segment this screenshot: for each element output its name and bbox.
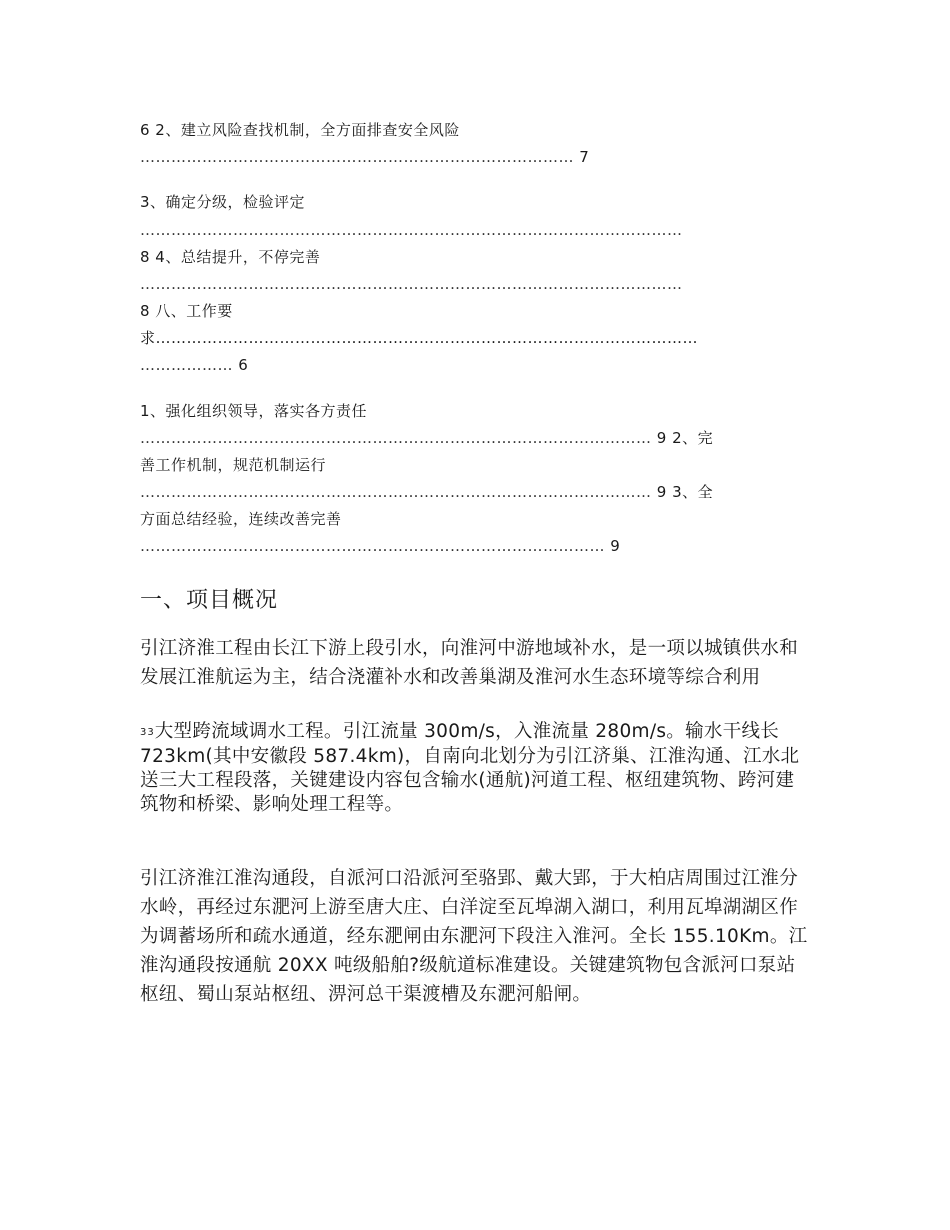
toc-line: …………………………………………………………………………………………… xyxy=(140,221,683,239)
paragraph-section: 引江济淮江淮沟通段，自派河口沿派河至骆郢、戴大郢，于大柏店周围过江淮分水岭，再经过东淝河上游至唐大庄、白洋淀至瓦埠湖入湖口，利用瓦埠湖湖区作为调蓄场所和疏水通道，经东淝闸由东淝河下段注入淮河。全长 155.10Km。江淮沟通段按通航 20XX 吨级船舶?级航道标准建设。关键建筑物包含派河口泵站枢纽、蜀山泵站枢纽、淠河总干渠渡槽及东淝河船闸。 xyxy=(140,868,808,1005)
toc-line: 求…………………………………………………………………………………………… xyxy=(140,329,699,347)
toc-line: 8 八、工作要 xyxy=(140,302,233,320)
section-heading: 一、项目概况 xyxy=(140,588,279,613)
toc-line: 善工作机制，规范机制运行 xyxy=(140,456,327,474)
toc-line: 方面总结经验，连续改善完善 xyxy=(140,510,342,528)
superscript-units: 33 xyxy=(140,727,155,738)
paragraph-intro: 引江济淮工程由长江下游上段引水，向淮河中游地域补水，是一项以城镇供水和发展江淮航运为主，结合浇灌补水和改善巢湖及淮河水生态环境等综合利用 xyxy=(140,638,799,688)
toc-line: 6 2、建立风险查找机制，全方面排查安全风险 xyxy=(140,121,460,139)
toc-line: ………………………………………………………………………… 7 xyxy=(140,148,590,166)
toc-line: …………………………………………………………………………………………… xyxy=(140,275,683,293)
toc-line: ……………………………………………………………………………… 9 xyxy=(140,537,621,555)
paragraph-scale: $^{33}$大型跨流域调水工程。引江流量 300m/s，入淮流量 280m/s。输水干线长 723km(其中安徽段 587.4km)，自南向北划分为引江济巢、江淮沟通、江水北送三大工程段落，关键建设内容包含输水(通航)河道工程、枢纽建筑物、跨河建筑物和桥梁、影响处理工程等。 xyxy=(140,721,800,815)
toc-line: ……………………………………………………………………………………… 9 3、全 xyxy=(140,483,714,501)
toc-line: 8 4、总结提升，不停完善 xyxy=(140,248,321,266)
toc-line: 1、强化组织领导，落实各方责任 xyxy=(140,402,368,420)
toc-line: 3、确定分级，检验评定 xyxy=(140,193,306,211)
toc-line: ……………… 6 xyxy=(140,356,249,374)
toc-line: ……………………………………………………………………………………… 9 2、完 xyxy=(140,429,714,447)
